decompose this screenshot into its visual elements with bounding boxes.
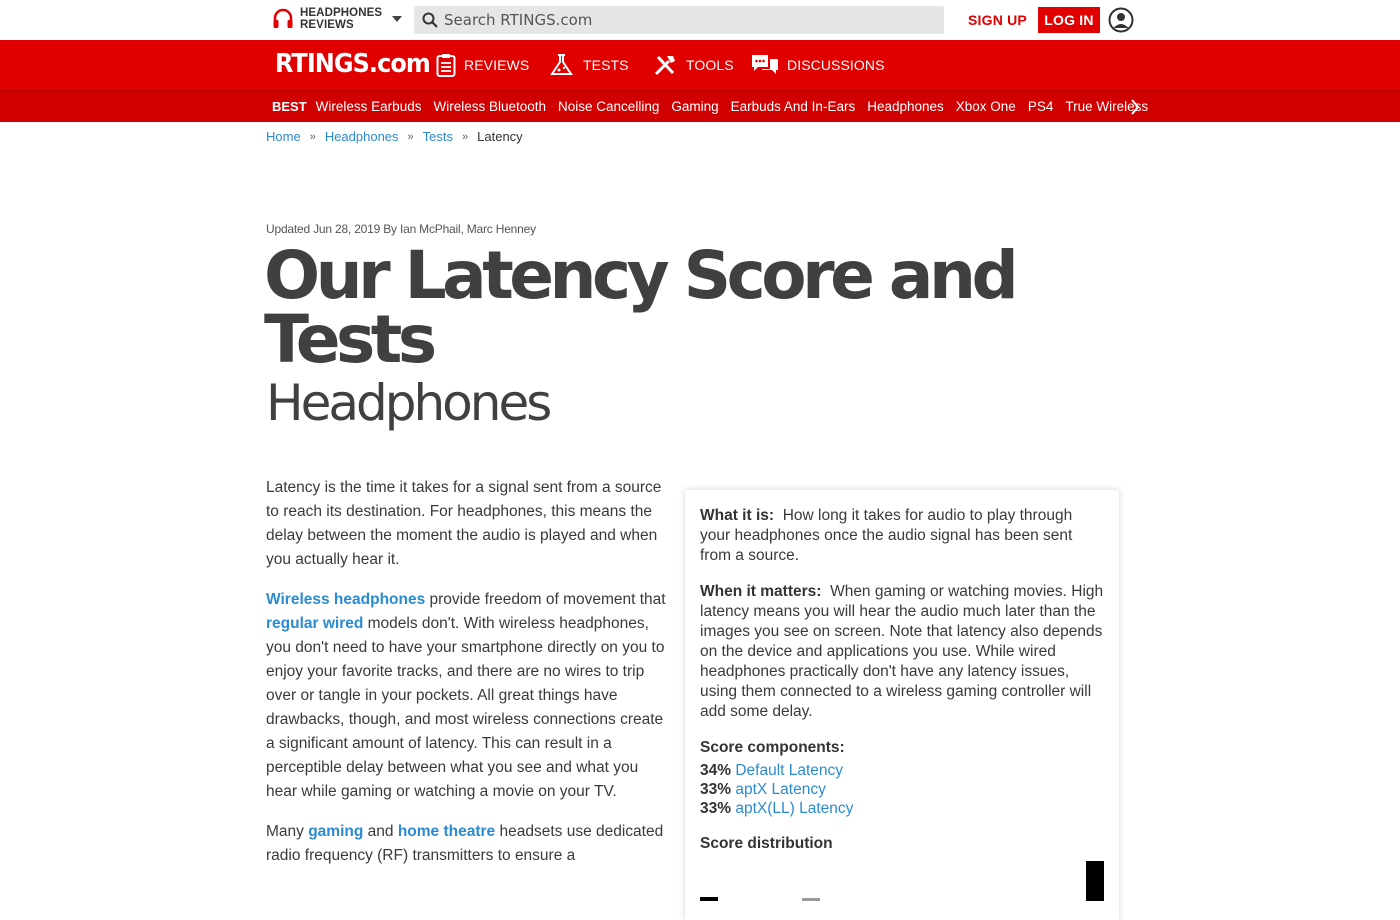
top-bar [0, 0, 1400, 40]
flask-icon [549, 53, 575, 77]
breadcrumb [266, 129, 523, 144]
category-line-2: REVIEWS [300, 19, 354, 31]
best-link[interactable]: Earbuds And In-Ears [730, 99, 856, 114]
wireless-headphones-link[interactable]: Wireless headphones [266, 591, 426, 608]
best-label: BEST [272, 99, 307, 114]
chevron-right-icon[interactable] [1130, 99, 1140, 115]
what-it-is-label: What it is: [700, 507, 775, 524]
nav-discussions-label: DISCUSSIONS [787, 57, 885, 73]
nav-discussions[interactable] [751, 40, 885, 90]
paragraph-3-text-b: and [363, 823, 398, 840]
user-avatar-icon[interactable] [1108, 7, 1134, 33]
component-percent: 34% [700, 762, 732, 779]
score-component-row [700, 780, 1105, 799]
component-percent: 33% [700, 800, 732, 817]
nav-tests-label: TESTS [583, 57, 629, 73]
best-link[interactable]: Wireless Bluetooth [433, 99, 547, 114]
aptx-ll-latency-link[interactable]: aptX(LL) Latency [735, 800, 854, 817]
paragraph-3-text-a: Many [266, 823, 309, 840]
search-icon [422, 12, 438, 28]
when-it-matters-text: When gaming or watching movies. High latency means you will hear the audio much later than the images you see on screen. Note that latency also depends on the device and applications you use. While wired headphones practically don't have any latency issues, using them connected to a wireless gaming controller will add some delay. [700, 583, 1104, 720]
gaming-link[interactable]: gaming [308, 823, 364, 840]
category-label [300, 7, 382, 31]
nav-tests[interactable] [549, 40, 629, 90]
sign-up-link[interactable]: SIGN UP [968, 12, 1027, 28]
double-chevron-right-icon: » [407, 130, 414, 143]
main-nav [0, 40, 1400, 90]
what-it-is-section [700, 506, 1105, 566]
clipboard-icon [436, 53, 456, 77]
best-of-links [272, 91, 1149, 122]
best-of-bar [0, 90, 1400, 122]
chevron-down-icon [392, 16, 402, 22]
best-link[interactable]: Noise Cancelling [558, 99, 660, 114]
default-latency-link[interactable]: Default Latency [735, 762, 844, 779]
nav-tools[interactable] [652, 40, 734, 90]
nav-reviews-label: REVIEWS [464, 57, 530, 73]
best-link[interactable]: Gaming [671, 99, 719, 114]
headphones-icon [272, 7, 294, 31]
article-body [266, 476, 672, 884]
paragraph-3-text-c: headsets use dedicated radio frequency (RF) transmitters to ensure a [266, 823, 664, 864]
nav-tools-label: TOOLS [686, 57, 734, 73]
tools-icon [652, 53, 678, 77]
category-switcher[interactable] [272, 7, 402, 31]
double-chevron-right-icon: » [309, 130, 316, 143]
best-link[interactable]: Wireless Earbuds [315, 99, 422, 114]
search-input[interactable] [444, 11, 924, 29]
category-line-1: HEADPHONES [300, 7, 383, 19]
best-link[interactable]: True Wireless [1065, 99, 1149, 114]
aptx-latency-link[interactable]: aptX Latency [735, 781, 826, 798]
nav-reviews[interactable] [436, 40, 529, 90]
when-it-matters-label: When it matters: [700, 583, 822, 600]
regular-wired-link[interactable]: regular wired [266, 615, 364, 632]
score-distribution-label: Score distribution [700, 835, 833, 852]
breadcrumb-home[interactable]: Home [266, 129, 301, 144]
score-component-row [700, 761, 1105, 780]
breadcrumb-tests[interactable]: Tests [422, 129, 454, 144]
paragraph-1: Latency is the time it takes for a signal sent from a source to reach its destination. For headphones, this means the delay between the moment the audio is played and when you actually hear it. [266, 479, 662, 568]
paragraph-2-text-b: models don't. With wireless headphones, you don't need to have your smartphone directly on you to enjoy your favorite tracks, and there are no wires to trip over or tangle in your pockets. All great things have drawbacks, though, and most wireless connections create a significant amount of latency. This can result in a perceptible delay between what you see and what you hear while gaming or watching a movie on your TV. [266, 615, 665, 800]
best-link[interactable]: PS4 [1027, 99, 1054, 114]
chat-bubbles-icon [751, 53, 779, 77]
score-components-section [700, 738, 1105, 818]
when-it-matters-section [700, 582, 1105, 722]
search-box[interactable] [414, 6, 944, 34]
paragraph-2-text-a: provide freedom of movement that [425, 591, 666, 608]
component-percent: 33% [700, 781, 732, 798]
log-in-button[interactable]: LOG IN [1038, 7, 1100, 33]
what-it-is-text: How long it takes for audio to play through your headphones once the audio signal has been sent from a source. [700, 507, 1073, 564]
score-component-row [700, 799, 1105, 818]
breadcrumb-headphones[interactable]: Headphones [324, 129, 399, 144]
distribution-bar [1086, 861, 1104, 901]
home-theatre-link[interactable]: home theatre [397, 823, 496, 840]
paragraph-3 [266, 820, 672, 868]
test-summary-card [685, 490, 1119, 920]
double-chevron-right-icon: » [462, 130, 469, 143]
score-components-label: Score components: [700, 739, 845, 756]
breadcrumb-current: Latency [477, 129, 523, 144]
paragraph-2 [266, 588, 672, 804]
page-title: Our Latency Score and Tests [264, 237, 1015, 378]
best-link[interactable]: Headphones [867, 99, 944, 114]
site-logo[interactable]: RTINGS.com [275, 49, 430, 79]
page-subtitle: Headphones [266, 374, 550, 432]
distribution-bar [700, 897, 718, 901]
best-link[interactable]: Xbox One [955, 99, 1016, 114]
distribution-bar [802, 898, 820, 901]
updated-byline: Updated Jun 28, 2019 By Ian McPhail, Marc Henney [266, 222, 536, 236]
